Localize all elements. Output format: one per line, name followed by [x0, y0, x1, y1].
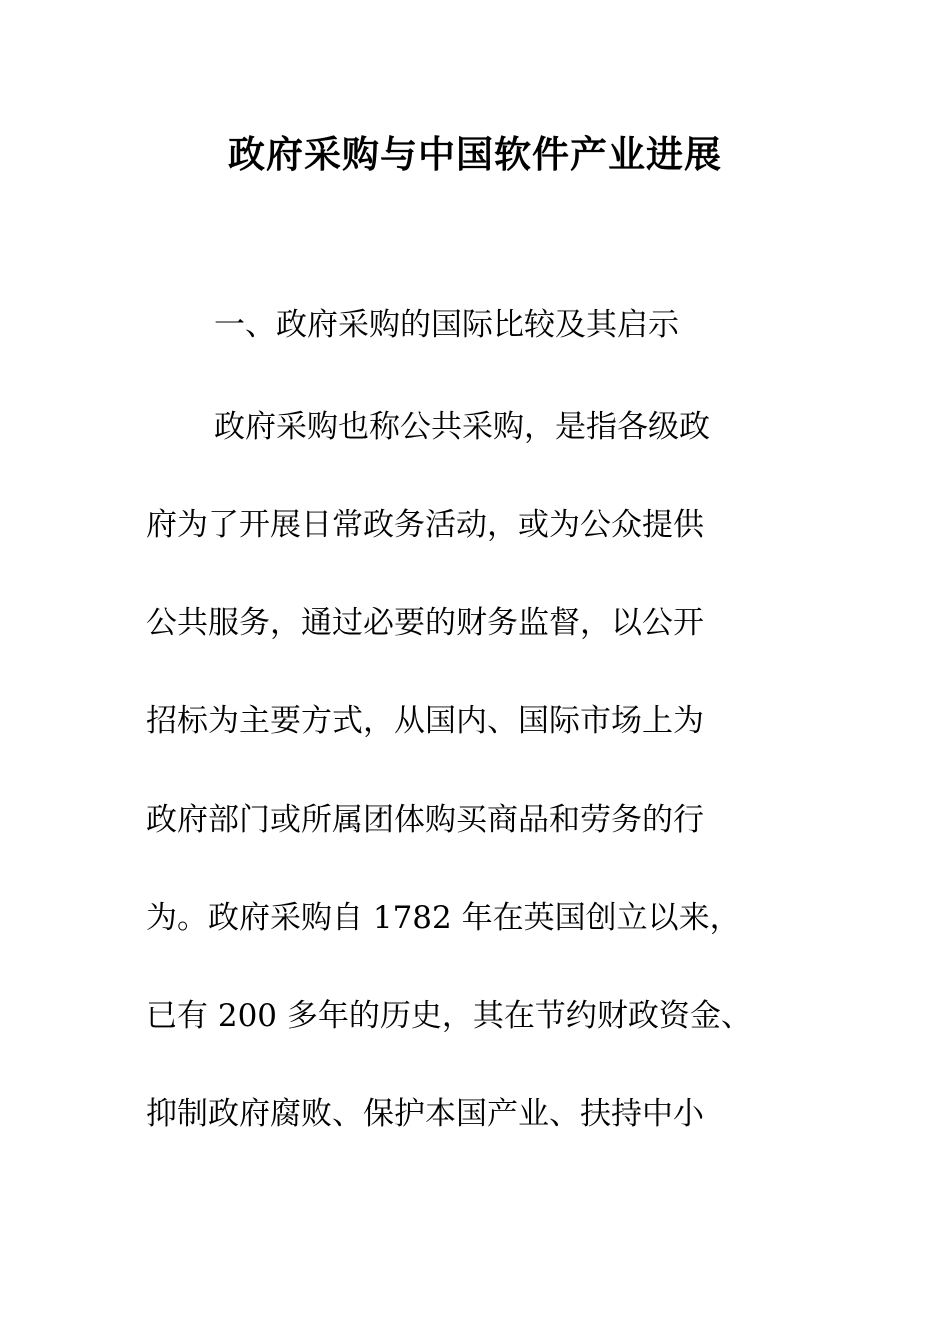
paragraph-line-1: 政府采购也称公共采购，是指各级政	[214, 409, 710, 445]
paragraph-line-2: 府为了开展日常政务活动，或为公众提供	[146, 507, 704, 543]
paragraph-line-3: 公共服务，通过必要的财务监督，以公开	[146, 605, 704, 641]
paragraph-line-8: 抑制政府腐败、保护本国产业、扶持中小	[146, 1096, 704, 1132]
paragraph-line-7: 已有 200 多年的历史，其在节约财政资金、	[146, 998, 752, 1034]
section-heading: 一、政府采购的国际比较及其启示	[214, 307, 679, 343]
paragraph-line-6: 为。政府采购自 1782 年在英国创立以来，	[146, 900, 741, 936]
paragraph-line-4: 招标为主要方式，从国内、国际市场上为	[146, 703, 704, 739]
paragraph-line-5: 政府部门或所属团体购买商品和劳务的行	[146, 802, 704, 838]
document-title: 政府采购与中国软件产业进展	[228, 132, 722, 176]
